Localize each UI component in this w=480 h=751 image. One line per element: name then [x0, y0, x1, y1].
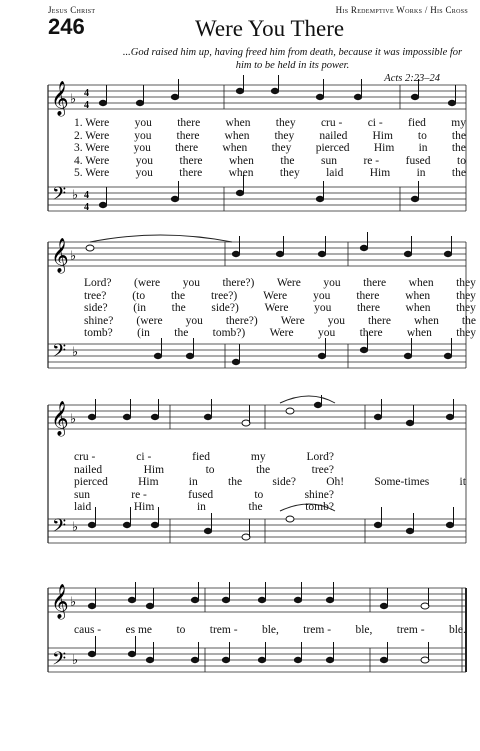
lyric-syllable: cru - [74, 451, 96, 463]
lyric-syllable: Him [143, 463, 165, 476]
lyric-syllable: laid [326, 167, 344, 179]
lyric-syllable: the [280, 154, 295, 167]
lyric-syllable: the [451, 129, 466, 142]
lyric-syllable: they [456, 277, 476, 289]
lyric-syllable: fied [192, 451, 211, 463]
lyric-line [74, 489, 334, 502]
svg-text:♭: ♭ [72, 187, 79, 202]
lyric-syllable: you [134, 117, 152, 129]
lyrics-system-2 [84, 277, 476, 340]
hymn-number: 246 [48, 14, 85, 39]
lyric-syllable: the [256, 463, 271, 476]
lyric-syllable: you [314, 302, 332, 314]
lyric-line [74, 167, 466, 180]
lyric-line [84, 277, 476, 290]
lyric-syllable: caus - [74, 624, 102, 636]
lyric-syllable: there [356, 302, 380, 314]
lyric-syllable: ci - [136, 451, 152, 463]
lyric-syllable: they [279, 167, 300, 179]
lyric-syllable: pierced [315, 142, 350, 154]
lyric-syllable: laid [74, 501, 92, 513]
svg-text:4: 4 [84, 202, 89, 213]
svg-text:♭: ♭ [70, 91, 77, 106]
lyric-syllable: there?) [222, 277, 255, 289]
lyric-syllable: Were [269, 327, 294, 339]
lyric-syllable: ble. [448, 624, 466, 636]
lyric-syllable: you [327, 314, 345, 327]
lyric-syllable: tomb? [84, 327, 113, 339]
lyric-syllable: sun [74, 488, 90, 501]
svg-text:𝄢: 𝄢 [52, 516, 67, 541]
lyric-line [84, 327, 476, 340]
lyric-syllable: the [248, 501, 263, 513]
lyric-syllable: they [274, 129, 295, 142]
lyric-syllable: Lord? [84, 277, 112, 289]
lyric-line [74, 130, 466, 143]
lyric-syllable: you [317, 327, 336, 339]
lyric-syllable: in [196, 501, 206, 513]
lyric-syllable: tree? [311, 463, 334, 476]
lyric-syllable: side? [272, 476, 296, 488]
lyric-syllable: the [451, 142, 466, 154]
lyric-syllable: they [275, 117, 296, 129]
lyric-syllable: when [413, 314, 439, 327]
svg-text:4: 4 [84, 100, 89, 111]
svg-text:𝄢: 𝄢 [52, 184, 67, 209]
lyric-syllable: 5. Were [74, 167, 110, 179]
svg-text:𝄞: 𝄞 [51, 81, 69, 116]
scripture-text: ...God raised him up, having freed him from death, because it was impossible for him to be held in its power. [122, 47, 463, 71]
lyric-syllable: you [135, 167, 153, 179]
lyric-syllable: when [408, 277, 434, 289]
svg-text:♭: ♭ [72, 652, 79, 667]
lyric-line [84, 315, 476, 328]
lyric-syllable: re - [131, 488, 147, 501]
lyric-syllable: tree?) [211, 289, 238, 302]
lyric-syllable: in [188, 476, 198, 488]
lyric-syllable: they [456, 302, 476, 314]
running-head-right: His Redemptive Works / His Cross [335, 5, 468, 15]
lyric-syllable: to [254, 488, 264, 501]
lyric-syllable: shine? [304, 488, 334, 501]
lyric-syllable: to [417, 129, 427, 142]
lyric-syllable: trem - [303, 624, 332, 636]
svg-text:𝄢: 𝄢 [52, 341, 67, 366]
svg-text:♭: ♭ [70, 248, 77, 263]
lyric-syllable: the [171, 289, 186, 302]
lyric-syllable: es me [125, 624, 153, 636]
lyric-syllable: Were [263, 289, 288, 302]
lyric-syllable: the [171, 302, 186, 314]
lyric-line [74, 142, 466, 155]
lyric-syllable: Him [369, 167, 391, 179]
lyric-syllable: (to [132, 289, 146, 302]
lyric-syllable: you [182, 277, 200, 289]
lyric-syllable: in [416, 167, 426, 179]
lyric-syllable: shine? [84, 314, 114, 327]
lyric-syllable: Some-times [374, 476, 430, 488]
lyric-syllable: the [451, 167, 466, 179]
lyric-syllable: the [174, 327, 189, 339]
lyric-syllable: there [363, 277, 387, 289]
lyric-line [74, 451, 334, 464]
lyric-syllable: when [406, 327, 432, 339]
lyric-syllable: nailed [74, 463, 103, 476]
lyric-syllable: to [205, 463, 215, 476]
lyric-line [84, 290, 476, 303]
lyric-syllable: the [228, 476, 243, 488]
lyric-syllable: (in [137, 327, 150, 339]
svg-text:♭: ♭ [70, 594, 77, 609]
lyric-syllable: 1. Were [74, 117, 110, 129]
lyric-syllable: when [405, 302, 431, 314]
svg-text:4: 4 [84, 190, 89, 201]
lyric-syllable: there [176, 129, 200, 142]
lyric-syllable: when [225, 117, 251, 129]
lyric-line [74, 476, 466, 489]
lyric-syllable: (were [136, 314, 163, 327]
lyric-syllable: my [250, 451, 266, 463]
svg-text:4: 4 [84, 88, 89, 99]
lyric-syllable: side?) [211, 302, 239, 314]
lyric-line [74, 624, 466, 637]
lyric-syllable: it [459, 476, 466, 488]
lyric-line [74, 117, 466, 130]
lyrics-system-1 [74, 117, 466, 180]
lyric-syllable: cru - [320, 117, 343, 129]
lyric-syllable: Him [372, 129, 393, 142]
lyric-syllable: Were [264, 302, 289, 314]
lyric-syllable: fused [405, 154, 431, 167]
lyric-syllable: when [405, 289, 431, 302]
lyric-syllable: you [185, 314, 203, 327]
svg-text:♭: ♭ [72, 344, 79, 359]
lyric-syllable: ble, [261, 624, 279, 636]
lyric-syllable: there [359, 327, 383, 339]
svg-text:𝄞: 𝄞 [51, 401, 69, 436]
hymn-title: Were You There [195, 16, 345, 41]
lyric-syllable: there [179, 167, 203, 179]
lyric-syllable: there [367, 314, 391, 327]
lyric-syllable: Were [276, 277, 301, 289]
lyric-syllable: Lord? [306, 451, 334, 463]
lyric-syllable: they [271, 142, 292, 154]
lyric-lines [84, 277, 476, 340]
lyric-syllable: when [229, 154, 254, 167]
lyric-syllable: (in [133, 302, 147, 314]
lyric-syllable: tomb?) [212, 327, 246, 339]
lyric-syllable: when [222, 142, 248, 154]
lyric-lines [74, 451, 466, 514]
scripture-reference: Acts 2:23–24 [384, 73, 440, 84]
lyric-syllable: pierced [74, 476, 108, 488]
lyric-syllable: you [134, 129, 152, 142]
svg-text:𝄞: 𝄞 [51, 238, 69, 273]
lyric-syllable: when [224, 129, 250, 142]
lyric-syllable: trem - [396, 624, 425, 636]
running-head-left: Jesus Christ [48, 5, 96, 15]
lyric-syllable: tree? [84, 289, 107, 302]
lyric-syllable: ci - [367, 117, 383, 129]
lyric-line [74, 464, 334, 477]
lyric-syllable: to [457, 154, 466, 167]
lyric-syllable: side? [84, 302, 108, 314]
lyric-syllable: (were [133, 277, 161, 289]
lyric-syllable: you [313, 289, 331, 302]
lyric-syllable: my [451, 117, 466, 129]
lyric-syllable: to [176, 624, 186, 636]
lyric-syllable: there [179, 154, 203, 167]
lyric-lines [74, 117, 466, 180]
lyric-syllable: tomb? [305, 501, 334, 513]
lyric-syllable: there [175, 142, 199, 154]
lyric-syllable: they [456, 327, 476, 339]
svg-text:𝄞: 𝄞 [51, 584, 69, 619]
lyric-syllable: Him [138, 476, 159, 488]
lyric-syllable: re - [363, 154, 380, 167]
lyric-syllable: ble, [355, 624, 373, 636]
lyric-syllable: you [135, 154, 154, 167]
lyric-syllable: Were [280, 314, 305, 327]
lyric-syllable: there [177, 117, 201, 129]
lyric-syllable: fused [188, 488, 214, 501]
svg-text:♭: ♭ [70, 411, 77, 426]
lyric-syllable: sun [320, 154, 337, 167]
svg-text:𝄢: 𝄢 [52, 649, 67, 674]
lyric-syllable: trem - [209, 624, 238, 636]
lyric-lines [74, 624, 466, 637]
lyric-syllable: when [228, 167, 254, 179]
lyric-line [84, 302, 476, 315]
lyric-syllable: nailed [319, 129, 348, 142]
lyric-syllable: Him [373, 142, 395, 154]
lyrics-system-3 [74, 451, 466, 514]
lyric-syllable: there [356, 289, 380, 302]
svg-text:♭: ♭ [72, 519, 79, 534]
lyric-line [74, 155, 466, 168]
lyric-syllable: there?) [225, 314, 258, 327]
lyrics-system-4 [74, 624, 466, 637]
lyric-syllable: 3. Were [74, 142, 110, 154]
lyric-syllable: in [418, 142, 428, 154]
lyric-syllable: you [133, 142, 151, 154]
lyric-line [74, 501, 334, 514]
lyric-syllable: the [461, 314, 476, 327]
lyric-syllable: Him [133, 501, 155, 513]
lyric-syllable: fied [408, 117, 426, 129]
lyric-syllable: you [323, 277, 341, 289]
lyric-syllable: 2. Were [74, 129, 110, 142]
lyric-syllable: 4. Were [74, 154, 110, 167]
lyric-syllable: Oh! [326, 476, 345, 488]
lyric-syllable: they [456, 289, 476, 302]
